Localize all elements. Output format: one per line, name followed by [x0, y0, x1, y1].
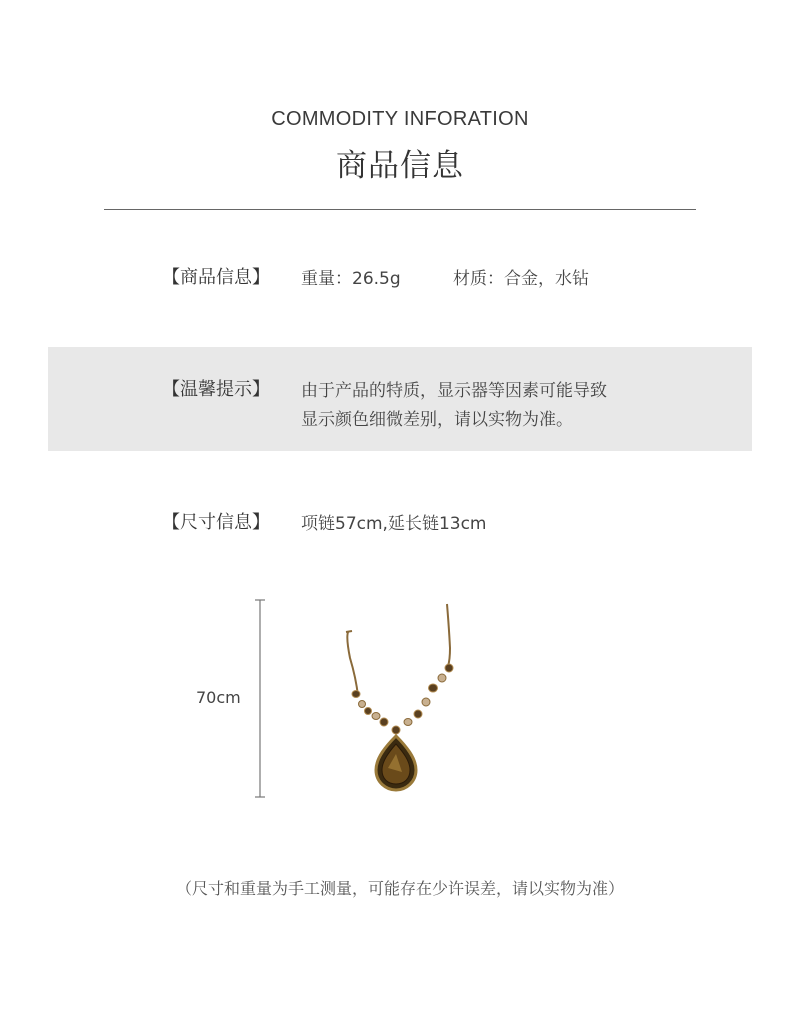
- material-value: 材质：合金，水钻: [453, 269, 589, 289]
- necklace-icon: [330, 598, 470, 798]
- tips-line-1: 由于产品的特质，显示器等因素可能导致: [301, 381, 607, 401]
- size-info-value: 项链57cm,延长链13cm: [301, 514, 487, 534]
- page-title: 商品信息: [336, 148, 464, 184]
- product-info-label: 【商品信息】: [162, 267, 270, 288]
- title-divider: [104, 209, 696, 210]
- footnote: （尺寸和重量为手工测量，可能存在少许误差，请以实物为准）: [175, 879, 624, 898]
- tips-label: 【温馨提示】: [162, 379, 270, 400]
- tips-line-2: 显示颜色细微差别，请以实物为准。: [301, 410, 573, 430]
- right-stones: [404, 664, 453, 726]
- weight-value: 重量：26.5g: [301, 269, 401, 289]
- length-label: 70cm: [196, 688, 241, 707]
- left-stones: [352, 691, 388, 727]
- page-title-en: COMMODITY INFORATION: [271, 108, 529, 130]
- size-info-label: 【尺寸信息】: [162, 512, 270, 533]
- length-measure-line: [252, 599, 268, 798]
